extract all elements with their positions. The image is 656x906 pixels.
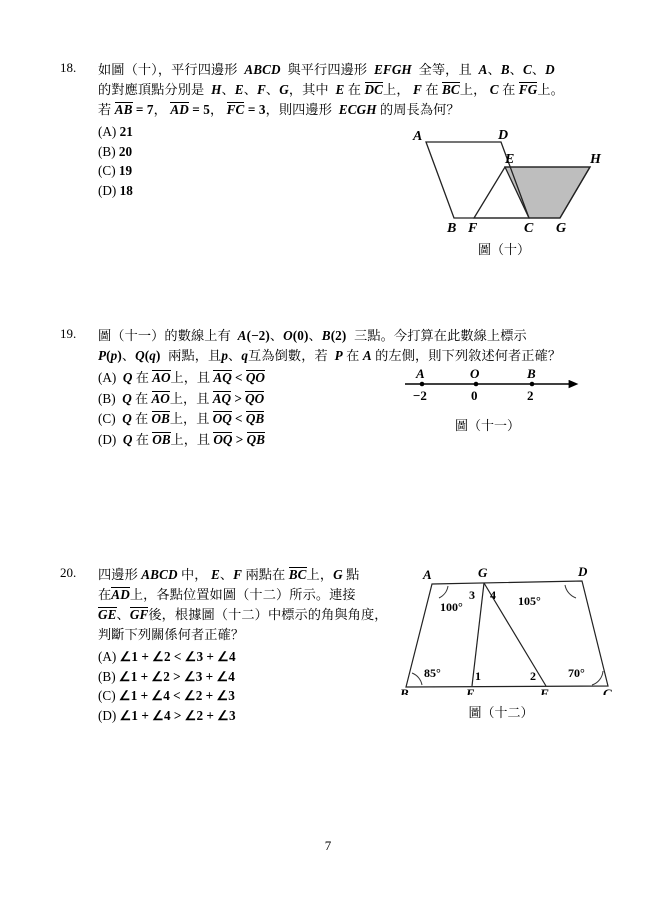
label-b: B — [400, 686, 409, 695]
label-d: D — [498, 128, 509, 143]
option-tag: (A) — [98, 649, 117, 664]
label-a: A — [413, 129, 423, 144]
angle-arc-b — [412, 673, 422, 685]
question-20-option-d[interactable] — [98, 706, 418, 726]
option-tag: (B) — [98, 668, 116, 684]
value-point-o: 0 — [471, 388, 478, 403]
question-18-option-d[interactable] — [98, 181, 428, 201]
figure-11-caption: 圖（十一） — [454, 419, 520, 434]
question-20-option-b[interactable] — [98, 667, 418, 687]
label-c: C — [603, 686, 612, 695]
question-18-stem-line-3: 若 AB = 7， AD = 5， FC = 3，則四邊形 ECGH 的周長為何？ — [98, 102, 460, 118]
angle-arc-d — [565, 585, 576, 598]
question-19-number: 19. — [60, 326, 77, 341]
question-18-option-c[interactable] — [98, 161, 428, 181]
question-20-options — [98, 647, 418, 725]
label-h: H — [590, 152, 601, 167]
figure-10-drawing — [404, 122, 632, 232]
option-text: ∠1 + ∠2 < ∠3 + ∠4 — [119, 649, 236, 664]
angle-value-100: 100° — [440, 600, 463, 614]
question-19-option-d[interactable]: (D) Q 在 OB上，且 OQ > QB — [98, 431, 265, 448]
question-20-option-c[interactable] — [98, 686, 418, 706]
angle-label-3: 3 — [469, 588, 475, 602]
option-text: ∠1 + ∠4 > ∠2 + ∠3 — [119, 707, 236, 723]
point-b-dot — [530, 382, 535, 387]
value-point-a: −2 — [413, 388, 427, 403]
option-text: 19 — [118, 163, 133, 178]
option-tag: (A) — [98, 370, 117, 385]
question-20-body — [98, 565, 418, 725]
label-e: E — [505, 152, 515, 167]
point-o-dot — [474, 382, 479, 387]
value-point-b: 2 — [527, 388, 534, 403]
question-18-stem-line-2: 的對應頂點分別是 H、E、F、G，其中 E 在 DC上， F 在 BC上， C 在 FG上。 — [98, 82, 564, 98]
figure-11-drawing — [400, 366, 626, 408]
option-tag: (D) — [98, 431, 117, 447]
option-text: ∠1 + ∠2 > ∠3 + ∠4 — [118, 668, 235, 684]
question-20-stem-line-2: 在AD上，各點位置如圖（十二）所示。連接 — [98, 587, 356, 603]
question-18-option-b[interactable] — [98, 142, 428, 162]
option-tag: (D) — [98, 182, 117, 198]
question-18-body — [98, 60, 564, 200]
page-number: 7 — [324, 838, 332, 853]
label-f: F — [540, 686, 549, 695]
shaded-region-ecgh — [505, 167, 590, 218]
question-18-options — [98, 122, 428, 200]
label-g: G — [556, 221, 567, 232]
figure-10 — [404, 122, 634, 258]
label-b: B — [447, 221, 457, 232]
angle-value-70: 70° — [568, 666, 585, 680]
label-g: G — [478, 565, 488, 580]
option-text: 20 — [118, 143, 133, 159]
angle-value-85: 85° — [424, 666, 441, 680]
question-19-option-b[interactable]: (B) Q 在 AO上，且 AQ > QO — [98, 390, 265, 407]
question-19-option-a[interactable]: (A) Q 在 AO上，且 AQ < QO — [98, 370, 265, 386]
option-tag: (C) — [98, 688, 116, 703]
question-20-number: 20. — [60, 565, 77, 580]
label-f: F — [468, 221, 478, 232]
question-19-stem-line-1: 圖（十一）的數線上有 A(−2)、O(0)、B(2) 三點。今打算在此數線上標示 — [98, 328, 527, 344]
point-a-dot — [420, 382, 425, 387]
option-tag: (B) — [98, 390, 116, 406]
label-d: D — [578, 564, 588, 579]
question-18-option-a[interactable] — [98, 122, 428, 142]
option-tag: (B) — [98, 143, 116, 159]
option-tag: (A) — [98, 124, 117, 139]
label-point-b: B — [527, 366, 536, 381]
angle-label-2: 2 — [530, 669, 536, 683]
question-19-stem-line-2: P(p)、Q(q) 兩點，且p、q互為倒數，若 P 在 A 的左側，則下列敘述何者正確？ — [98, 348, 562, 364]
label-e: E — [466, 686, 475, 695]
angle-value-105: 105° — [518, 594, 541, 608]
figure-10-caption: 圖（十） — [477, 243, 530, 258]
figure-12 — [396, 563, 631, 721]
figure-12-caption: 圖（十二） — [468, 706, 534, 721]
label-a: A — [423, 567, 432, 582]
angle-label-1: 1 — [475, 669, 481, 683]
option-tag: (C) — [98, 411, 116, 426]
option-tag: (C) — [98, 163, 116, 178]
angle-label-4: 4 — [490, 588, 496, 602]
angle-arc-a — [439, 586, 448, 598]
option-text: 18 — [119, 182, 133, 198]
option-text: 21 — [119, 124, 133, 139]
label-c: C — [524, 221, 534, 232]
question-18-stem-line-1: 如圖（十），平行四邊形 ABCD 與平行四邊形 EFGH 全等，且 A、B、C、D — [98, 62, 555, 78]
figure-12-drawing — [396, 563, 628, 695]
question-18-number: 18. — [60, 60, 77, 75]
angle-arc-c — [592, 671, 603, 685]
question-20-stem-line-1: 四邊形 ABCD 中， E、F 兩點在 BC上，G 點 — [98, 567, 360, 583]
label-point-a: A — [416, 366, 425, 381]
option-tag: (D) — [98, 707, 117, 723]
question-20-stem-line-4: 判斷下列關係何者正確？ — [98, 628, 245, 643]
label-point-o: O — [470, 366, 480, 381]
figure-11 — [400, 366, 630, 434]
question-19-option-c[interactable]: (C) Q 在 OB上，且 OQ < QB — [98, 411, 265, 427]
question-20-option-a[interactable] — [98, 647, 418, 667]
option-text: ∠1 + ∠4 < ∠2 + ∠3 — [118, 688, 235, 703]
question-20-stem-line-3: GE、GF後，根據圖（十二）中標示的角與角度， — [98, 607, 388, 623]
